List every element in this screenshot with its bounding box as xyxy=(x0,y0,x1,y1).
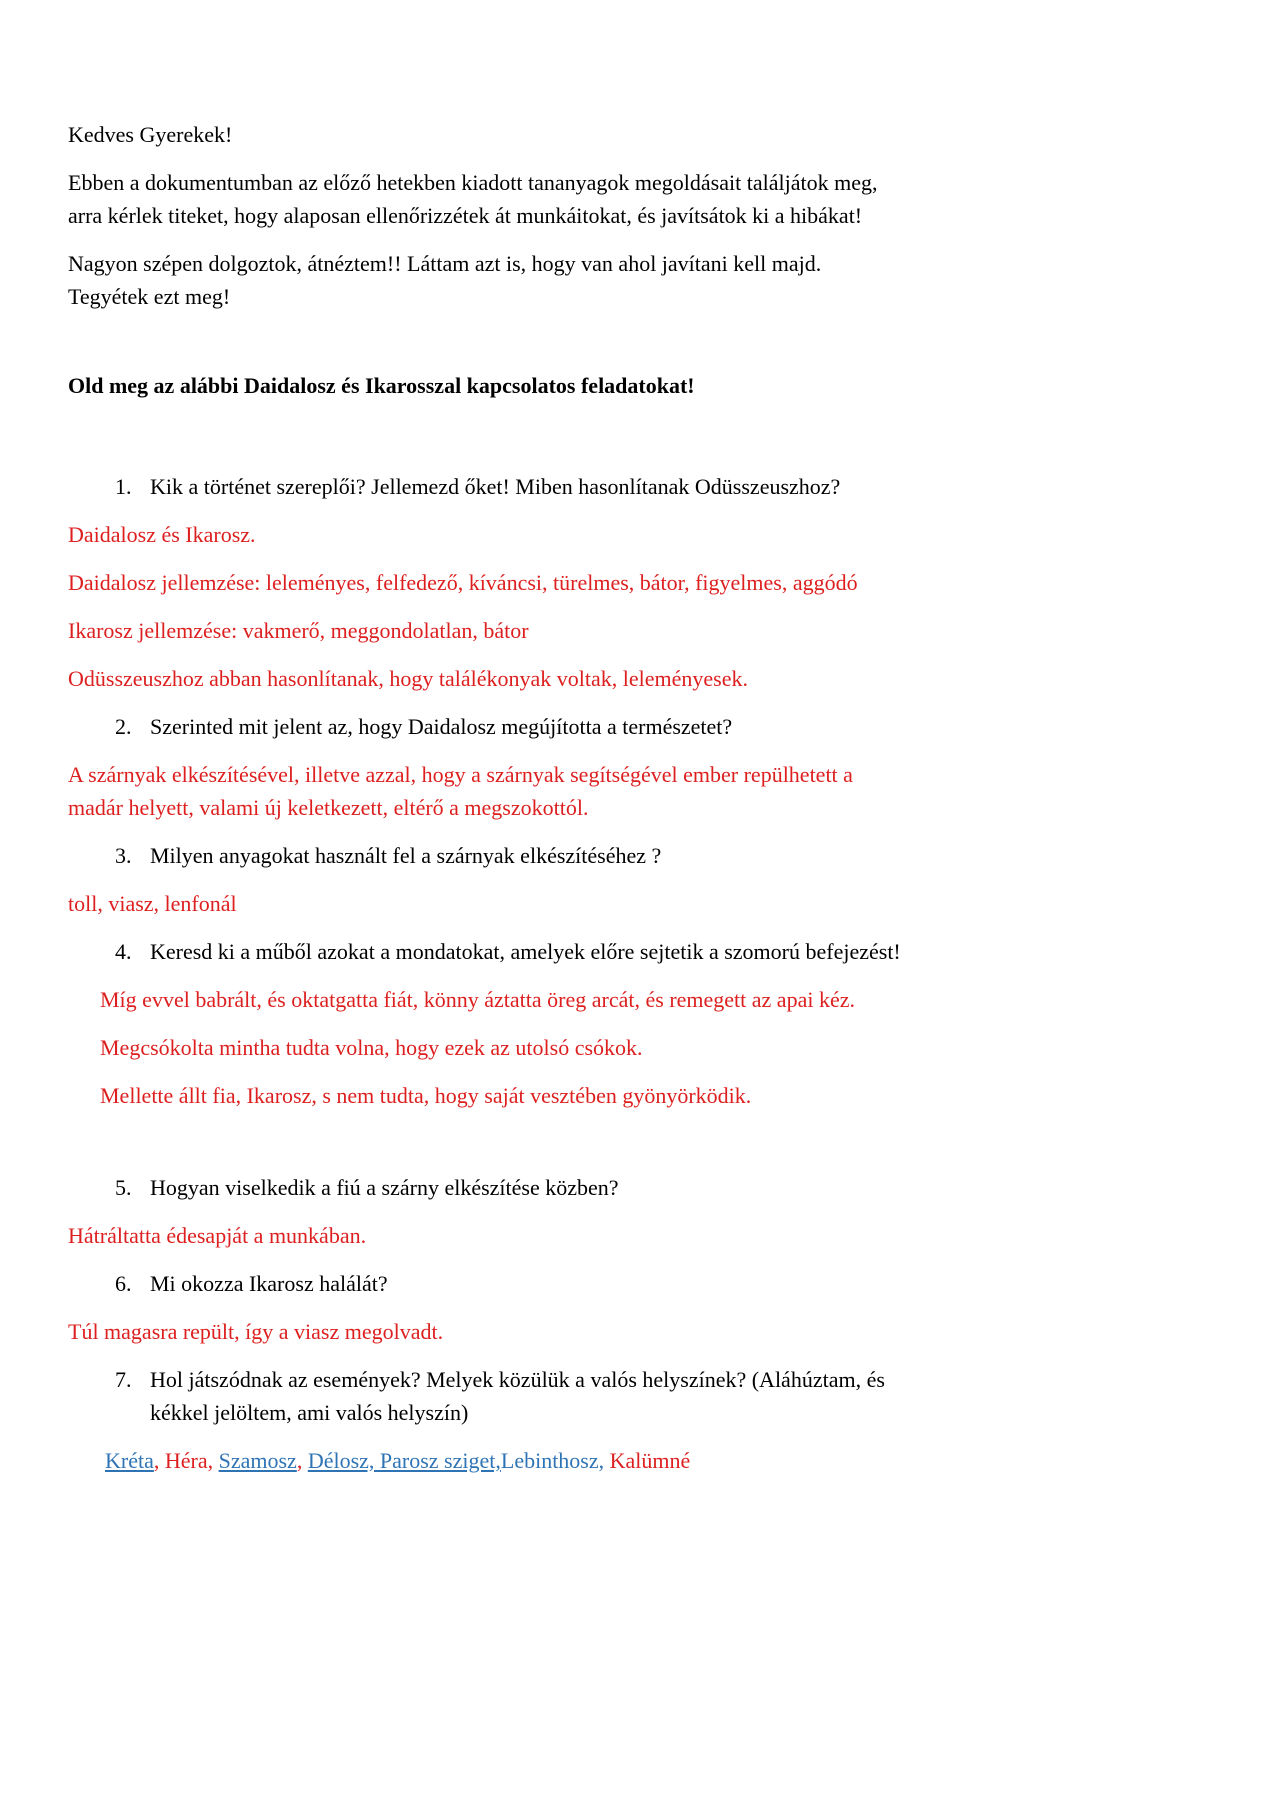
question-text-5: Hogyan viselkedik a fiú a szárny elkészítése közben? xyxy=(150,1175,619,1200)
question-item-5 xyxy=(115,1171,1207,1204)
question-item-6 xyxy=(115,1267,1207,1300)
location-segment: Kréta xyxy=(105,1448,154,1473)
question-text-4: Keresd ki a műből azokat a mondatokat, amelyek előre sejtetik a szomorú befejezést! xyxy=(150,939,901,964)
question-number-1: 1. xyxy=(115,474,132,499)
location-segment: , xyxy=(153,1448,165,1473)
question-number-2: 2. xyxy=(115,714,132,739)
question-item-2 xyxy=(115,710,1207,743)
question-number-7: 7. xyxy=(115,1367,132,1392)
question-item-4 xyxy=(115,935,1207,968)
question-number-6: 6. xyxy=(115,1271,132,1296)
answer-5: Hátráltatta édesapját a munkában. xyxy=(68,1223,367,1248)
quote-answer-2: Megcsókolta mintha tudta volna, hogy ezek az utolsó csókok. xyxy=(100,1035,643,1060)
question-text-3: Milyen anyagokat használt fel a szárnyak elkészítéséhez ? xyxy=(150,843,662,868)
answer-1-line-4: Odüsszeuszhoz abban hasonlítanak, hogy találékonyak voltak, leleményesek. xyxy=(68,666,748,691)
intro-paragraph-2-line-2: Tegyétek ezt meg! xyxy=(68,284,231,309)
question-text-1: Kik a történet szereplői? Jellemezd őket! Miben hasonlítanak Odüsszeuszhoz? xyxy=(150,474,841,499)
location-segment: Délosz, Parosz sziget, xyxy=(307,1448,501,1473)
location-segment: , xyxy=(296,1448,308,1473)
answer-2-line-1: A szárnyak elkészítésével, illetve azzal, hogy a szárnyak segítségével ember repülhetett a xyxy=(68,762,853,787)
section-heading: Old meg az alábbi Daidalosz és Ikarosszal kapcsolatos feladatokat! xyxy=(68,373,695,398)
answer-2-line-2: madár helyett, valami új keletkezett, eltérő a megszokottól. xyxy=(68,795,589,820)
question-text-2: Szerinted mit jelent az, hogy Daidalosz megújította a természetet? xyxy=(150,714,733,739)
intro-paragraph-2-line-1: Nagyon szépen dolgoztok, átnéztem!! Láttam azt is, hogy van ahol javítani kell majd. xyxy=(68,251,822,276)
question-number-5: 5. xyxy=(115,1175,132,1200)
locations-answer-line xyxy=(105,1444,1207,1477)
question-number-4: 4. xyxy=(115,939,132,964)
question-text-7 xyxy=(150,1363,1207,1429)
quote-answer-1: Míg evvel babrált, és oktatgatta fiát, könny áztatta öreg arcát, és remegett az apai kéz. xyxy=(100,987,855,1012)
question-item-3 xyxy=(115,839,1207,872)
answer-1-line-1: Daidalosz és Ikarosz. xyxy=(68,522,256,547)
answer-1-line-3: Ikarosz jellemzése: vakmerő, meggondolatlan, bátor xyxy=(68,618,529,643)
greeting-paragraph: Kedves Gyerekek! xyxy=(68,122,233,147)
intro-paragraph-1 xyxy=(68,166,1207,232)
intro-paragraph-1-line-1: Ebben a dokumentumban az előző hetekben kiadott tananyagok megoldásait találjátok meg, xyxy=(68,170,878,195)
location-segment: Szamosz xyxy=(218,1448,297,1473)
answer-2 xyxy=(68,758,1207,824)
quote-answer-3: Mellette állt fia, Ikarosz, s nem tudta, hogy saját vesztében gyönyörködik. xyxy=(100,1083,752,1108)
location-segment: Lebinthosz, xyxy=(500,1448,610,1473)
question-text-7-line-2: kékkel jelöltem, ami valós helyszín) xyxy=(150,1400,469,1425)
location-segment: Héra, xyxy=(164,1448,219,1473)
question-number-3: 3. xyxy=(115,843,132,868)
intro-paragraph-2 xyxy=(68,247,1207,313)
intro-paragraph-1-line-2: arra kérlek titeket, hogy alaposan ellenőrizzétek át munkáitokat, és javítsátok ki a hibákat! xyxy=(68,203,863,228)
question-text-7-line-1: Hol játszódnak az események? Melyek közülük a valós helyszínek? (Aláhúztam, és xyxy=(150,1367,885,1392)
answer-1-line-2: Daidalosz jellemzése: leleményes, felfedező, kíváncsi, türelmes, bátor, figyelmes, aggódó xyxy=(68,570,858,595)
answer-3: toll, viasz, lenfonál xyxy=(68,891,237,916)
answer-6: Túl magasra repült, így a viasz megolvadt. xyxy=(68,1319,444,1344)
location-segment: Kalümné xyxy=(609,1448,691,1473)
question-text-6: Mi okozza Ikarosz halálát? xyxy=(150,1271,388,1296)
question-item-1 xyxy=(115,470,1207,503)
question-item-7 xyxy=(115,1363,1207,1429)
